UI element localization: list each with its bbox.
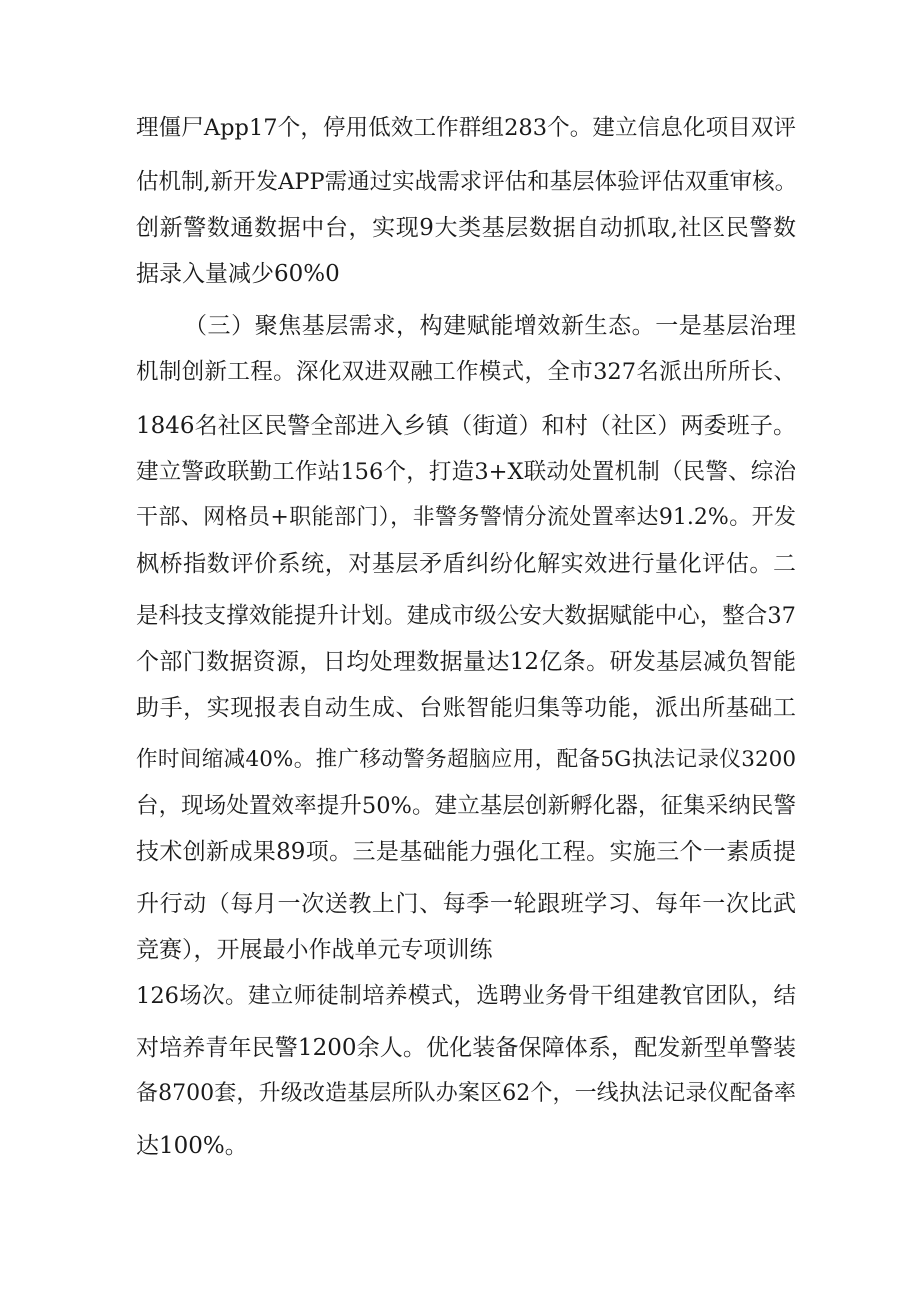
text-line: 对培养青年民警1200余人。优化装备保障体系，配发新型单警装 <box>136 1035 796 1061</box>
text-line: 达100%。 <box>136 1133 248 1159</box>
text-line: 机制创新工程。深化双进双融工作模式，全市327名派出所所长、 <box>136 359 796 385</box>
text-line: 是科技支撑效能提升计划。建成市级公安大数据赋能中心，整合37 <box>136 603 796 629</box>
text-line: 126场次。建立师徒制培养模式，选聘业务骨干组建教官团队，结 <box>136 983 796 1009</box>
text-line: 建立警政联勤工作站156个，打造3+X联动处置机制（民警、综治 <box>136 459 796 485</box>
text-line: 台，现场处置效率提升50%。建立基层创新孵化器，征集采纳民警 <box>136 793 796 819</box>
text-line: 创新警数通数据中台，实现9大类基层数据自动抓取,社区民警数 <box>136 215 796 241</box>
text-line: 助手，实现报表自动生成、台账智能归集等功能，派出所基础工 <box>136 695 796 721</box>
text-line: 个部门数据资源，日均处理数据量达12亿条。研发基层减负智能 <box>136 649 796 675</box>
text-line: 理僵尸App17个，停用低效工作群组283个。建立信息化项目双评 <box>136 115 796 141</box>
text-line: 1846名社区民警全部进入乡镇（街道）和村（社区）两委班子。 <box>136 413 796 439</box>
text-line: 干部、网格员+职能部门），非警务警情分流处置率达91.2%。开发 <box>136 505 796 530</box>
text-line: 作时间缩减40%。推广移动警务超脑应用，配备5G执法记录仪3200 <box>136 747 796 772</box>
text-line: 竞赛），开展最小作战单元专项训练 <box>136 937 493 963</box>
text-line: 升行动（每月一次送教上门、每季一轮跟班学习、每年一次比武 <box>136 891 796 917</box>
paragraph-first-line: （三）聚焦基层需求，构建赋能增效新生态。一是基层治理 <box>184 313 796 339</box>
text-line: 备8700套，升级改造基层所队办案区62个，一线执法记录仪配备率 <box>136 1081 796 1106</box>
text-line: 估机制,新开发APP需通过实战需求评估和基层体验评估双重审核。 <box>136 169 798 195</box>
text-line: 技术创新成果89项。三是基础能力强化工程。实施三个一素质提 <box>136 839 796 865</box>
text-line: 据录入量减少60%0 <box>136 261 340 287</box>
text-line: 枫桥指数评价系统，对基层矛盾纠纷化解实效进行量化评估。二 <box>136 551 796 577</box>
